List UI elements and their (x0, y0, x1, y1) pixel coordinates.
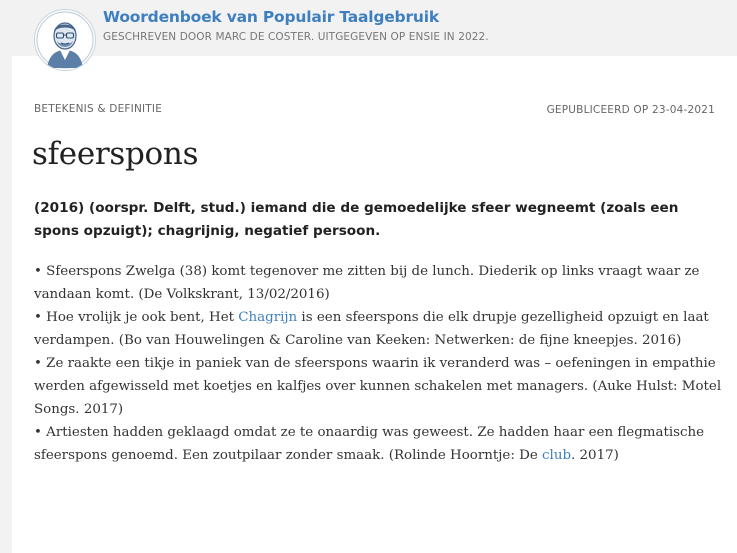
example-item (34, 306, 724, 352)
example-text: • Hoe vrolijk je ook bent, Het (34, 310, 239, 325)
entry-word: sfeerspons (32, 136, 199, 172)
category-label: BETEKENIS & DEFINITIE (34, 103, 163, 115)
example-item (34, 260, 724, 306)
club-link[interactable]: club (542, 448, 572, 463)
example-text: • Sfeerspons Zwelga (38) komt tegenover me zitten bij de lunch. Diederik op links vraagt waar ze vandaan komt. (De Volkskrant, 13/02/2016) (34, 264, 700, 302)
examples-list (34, 260, 724, 467)
example-text: is een sfeerspons die elk drupje gezelligheid opzuigt en laat verdampen. (Bo van Houwelingen & Caroline van Keeken: Netwerken: de fijne kneepjes. 2016) (34, 310, 709, 348)
published-date: GEPUBLICEERD OP 23-04-2021 (546, 104, 715, 116)
example-item (34, 421, 724, 467)
site-title[interactable]: Woordenboek van Populair Taalgebruik (103, 8, 439, 26)
site-tagline: GESCHREVEN DOOR MARC DE COSTER. UITGEGEVEN OP ENSIE IN 2022. (103, 31, 489, 43)
author-portrait-icon[interactable] (34, 9, 96, 71)
chagrijn-link[interactable]: Chagrijn (238, 310, 298, 325)
entry-definition: (2016) (oorspr. Delft, stud.) iemand die de gemoedelijke sfeer wegneemt (zoals een spons opzuigt); chagrijnig, negatief persoon. (34, 200, 679, 239)
example-text: • Ze raakte een tikje in paniek van de sfeerspons waarin ik veranderd was – oefeningen in empathie werden afgewisseld met koetjes en kalfjes over kunnen schakelen met managers. (Auke Hulst: Motel Songs. 2017) (34, 356, 722, 417)
example-text: • Artiesten hadden geklaagd omdat ze te onaardig was geweest. Ze hadden haar een flegmatische sfeerspons genoemd. Een zoutpilaar zonder smaak. (Rolinde Hoorntje: De (34, 425, 705, 463)
example-text: . 2017) (571, 448, 619, 463)
example-item (34, 352, 724, 421)
site-header (0, 0, 737, 56)
entry-card (12, 56, 737, 553)
